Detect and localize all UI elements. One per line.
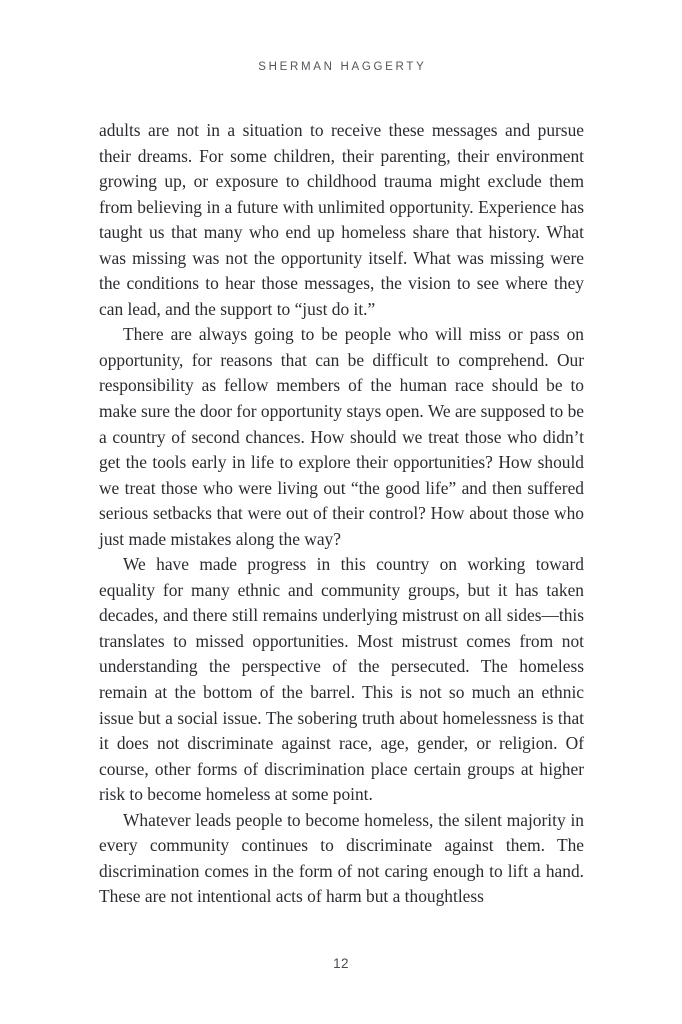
body-paragraph: We have made progress in this country on working toward equality for many ethnic and community groups, but it has taken decades, and there still remains underlying mistrust on all sides—this translates to missed opportunities. Most mistrust comes from not understanding the perspective of the persecuted. The homeless remain at the bottom of the barrel. This is not so much an ethnic issue but a social issue. The sobering truth about homelessness is that it does not discriminate against race, age, gender, or religion. Of course, other forms of discrimination place certain groups at higher risk to become homeless at some point. [99,554,584,805]
body-paragraph: adults are not in a situation to receive these messages and pursue their dreams. For some children, their parenting, their environment growing up, or exposure to childhood trauma might exclude them from believing in a future with unlimited opportunity. Experience has taught us that many who end up homeless share that history. What was missing was not the opportunity itself. What was missing were the conditions to hear those messages, the vision to see where they can lead, and the support to “just do it.” [99,120,584,319]
running-head: SHERMAN HAGGERTY [258,61,427,73]
page-number: 12 [333,956,349,971]
body-paragraph: Whatever leads people to become homeless, the silent majority in every community continues to discriminate against them. The discrimination comes in the form of not caring enough to lift a hand. These are not intentional acts of harm but a thoughtless [99,809,584,907]
body-paragraph: There are always going to be people who will miss or pass on opportunity, for reasons that can be difficult to comprehend. Our responsibility as fellow members of the human race should be to make sure the door for opportunity stays open. We are supposed to be a country of second chances. How should we treat those who didn’t get the tools early in life to explore their opportunities? How should we treat those who were living out “the good life” and then suffered serious setbacks that were out of their control? How about those who just made mistakes along the way? [99,324,584,549]
body-text-block [99,118,584,910]
